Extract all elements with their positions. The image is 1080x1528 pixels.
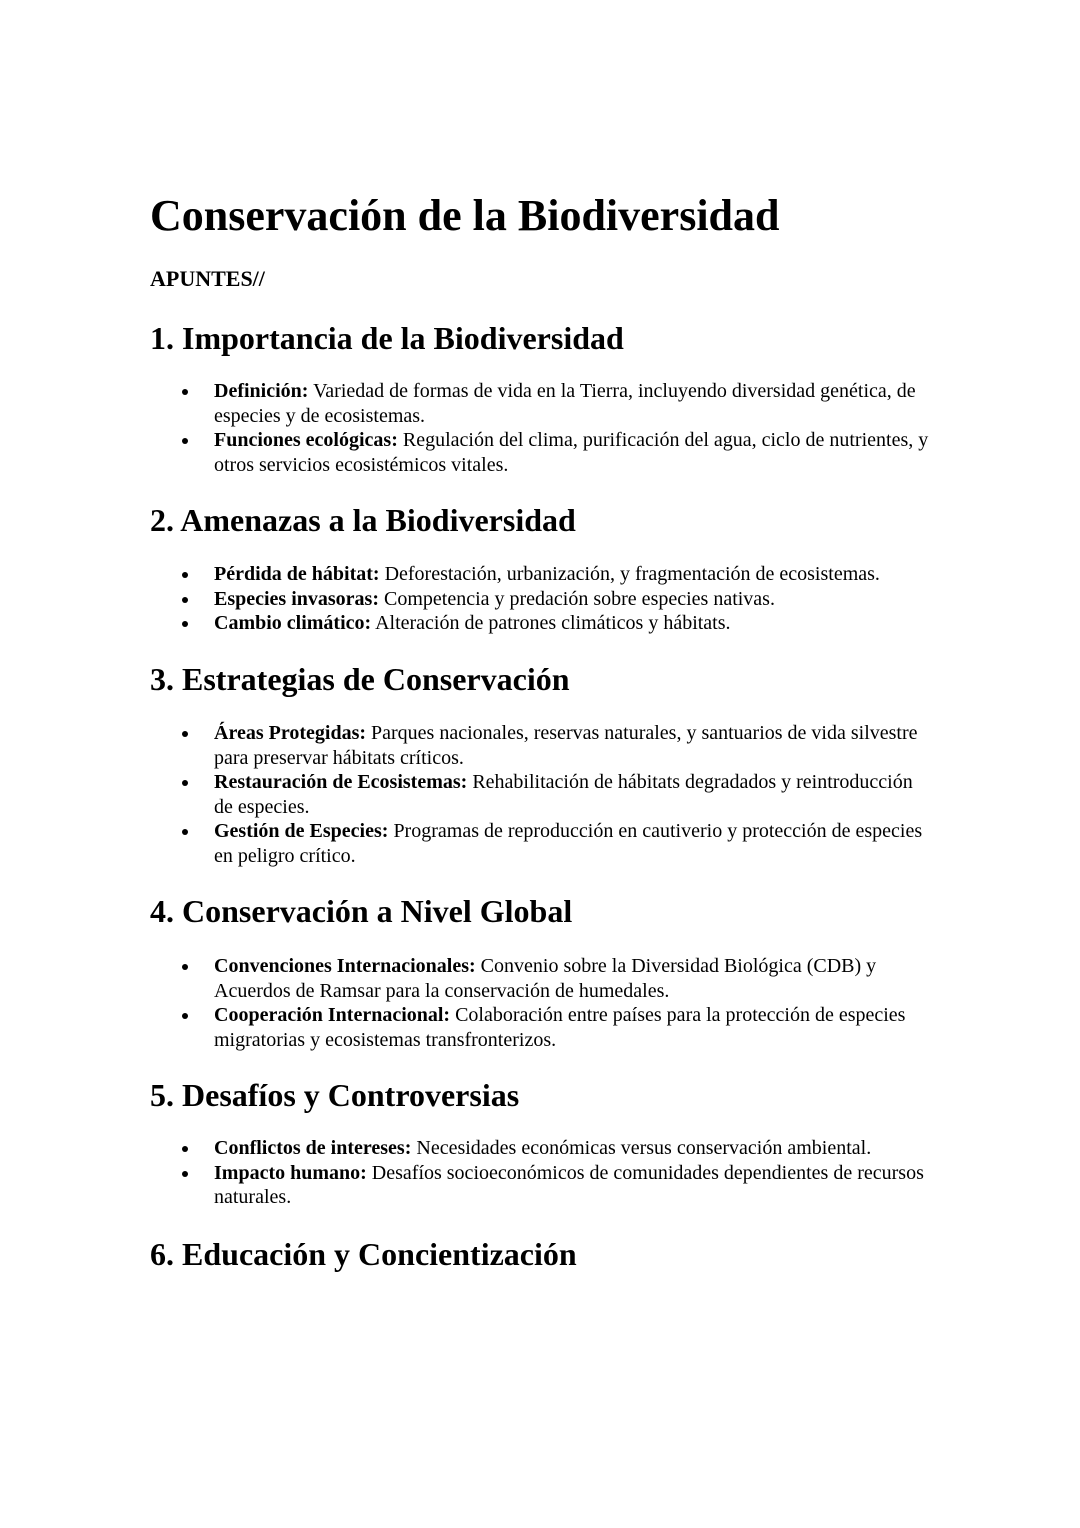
bullet-term: Impacto humano: xyxy=(214,1161,367,1184)
section-heading-desafios: 5. Desafíos y Controversias xyxy=(150,1077,520,1113)
bullet-icon xyxy=(182,1171,188,1177)
bullet-text: Programas de reproducción en cautiverio y protección de especies en peligro crítico. xyxy=(214,820,923,867)
section-heading-amenazas: 2. Amenazas a la Biodiversidad xyxy=(150,502,576,538)
bullet-icon xyxy=(182,621,188,627)
list-item xyxy=(0,1136,934,1161)
bullet-text: Alteración de patrones climáticos y hábitats. xyxy=(371,612,731,634)
bullet-text: Rehabilitación de hábitats degradados y reintroducción de especies. xyxy=(214,771,913,818)
bullet-text: Necesidades económicas versus conservación ambiental. xyxy=(411,1137,872,1159)
bullet-term: Restauración de Ecosistemas: xyxy=(214,771,468,793)
bullet-term: Pérdida de hábitat: xyxy=(214,563,380,585)
document-subtitle: APUNTES// xyxy=(150,266,265,291)
list-item xyxy=(0,1003,934,1052)
list-item xyxy=(0,611,934,636)
bullet-text: Convenio sobre la Diversidad Biológica (CDB) y Acuerdos de Ramsar para la conservación de humedales. xyxy=(214,955,877,1002)
section-heading-global: 4. Conservación a Nivel Global xyxy=(150,893,573,929)
document-title: Conservación de la Biodiversidad xyxy=(150,191,780,240)
list-item xyxy=(0,954,934,1003)
bullet-term: Convenciones Internacionales: xyxy=(214,955,476,977)
bullet-term: Cambio climático: xyxy=(214,612,372,634)
bullet-text: Variedad de formas de vida en la Tierra, incluyendo diversidad genética, de especies y de ecosistemas. xyxy=(214,380,916,427)
bullet-icon xyxy=(182,572,188,578)
bullet-icon xyxy=(182,1013,188,1019)
section-heading-importancia: 1. Importancia de la Biodiversidad xyxy=(150,320,624,356)
list-item xyxy=(0,428,934,477)
bullet-text: Parques nacionales, reservas naturales, y santuarios de vida silvestre para preservar hábitats críticos. xyxy=(214,722,918,769)
bullet-icon xyxy=(182,438,188,444)
bullet-term: Conflictos de intereses: xyxy=(214,1137,412,1159)
section-list-global xyxy=(0,954,1080,1052)
bullet-icon xyxy=(182,389,188,395)
list-item xyxy=(0,770,934,819)
section-list-amenazas xyxy=(0,562,1080,636)
bullet-text: Deforestación, urbanización, y fragmentación de ecosistemas. xyxy=(379,563,880,585)
section-list-estrategias xyxy=(0,721,1080,868)
bullet-text: Desafíos socioeconómicos de comunidades dependientes de recursos naturales. xyxy=(214,1161,924,1208)
bullet-text: Regulación del clima, purificación del agua, ciclo de nutrientes, y otros servicios ecosistémicos vitales. xyxy=(214,429,929,476)
section-heading-estrategias: 3. Estrategias de Conservación xyxy=(150,661,570,697)
bullet-term: Cooperación Internacional: xyxy=(214,1004,451,1026)
bullet-term: Definición: xyxy=(214,380,309,402)
list-item xyxy=(0,379,934,428)
list-item xyxy=(0,819,934,868)
bullet-term: Funciones ecológicas: xyxy=(214,429,398,451)
bullet-term: Gestión de Especies: xyxy=(214,820,389,842)
bullet-term: Especies invasoras: xyxy=(214,587,379,610)
bullet-text: Colaboración entre países para la protección de especies migratorias y ecosistemas transfronterizos. xyxy=(214,1004,906,1051)
section-list-importancia xyxy=(0,379,1080,477)
section-heading-educacion: 6. Educación y Concientización xyxy=(150,1236,577,1272)
bullet-text: Competencia y predación sobre especies nativas. xyxy=(379,587,775,610)
bullet-icon xyxy=(182,780,188,786)
bullet-icon xyxy=(182,964,188,970)
bullet-icon xyxy=(182,597,188,603)
bullet-icon xyxy=(182,829,188,835)
section-list-desafios xyxy=(0,1136,1080,1210)
list-item xyxy=(0,562,934,587)
list-item xyxy=(0,721,934,770)
list-item xyxy=(0,1161,934,1210)
bullet-icon xyxy=(182,731,188,737)
bullet-icon xyxy=(182,1146,188,1152)
bullet-term: Áreas Protegidas: xyxy=(214,722,367,744)
list-item xyxy=(0,587,934,612)
